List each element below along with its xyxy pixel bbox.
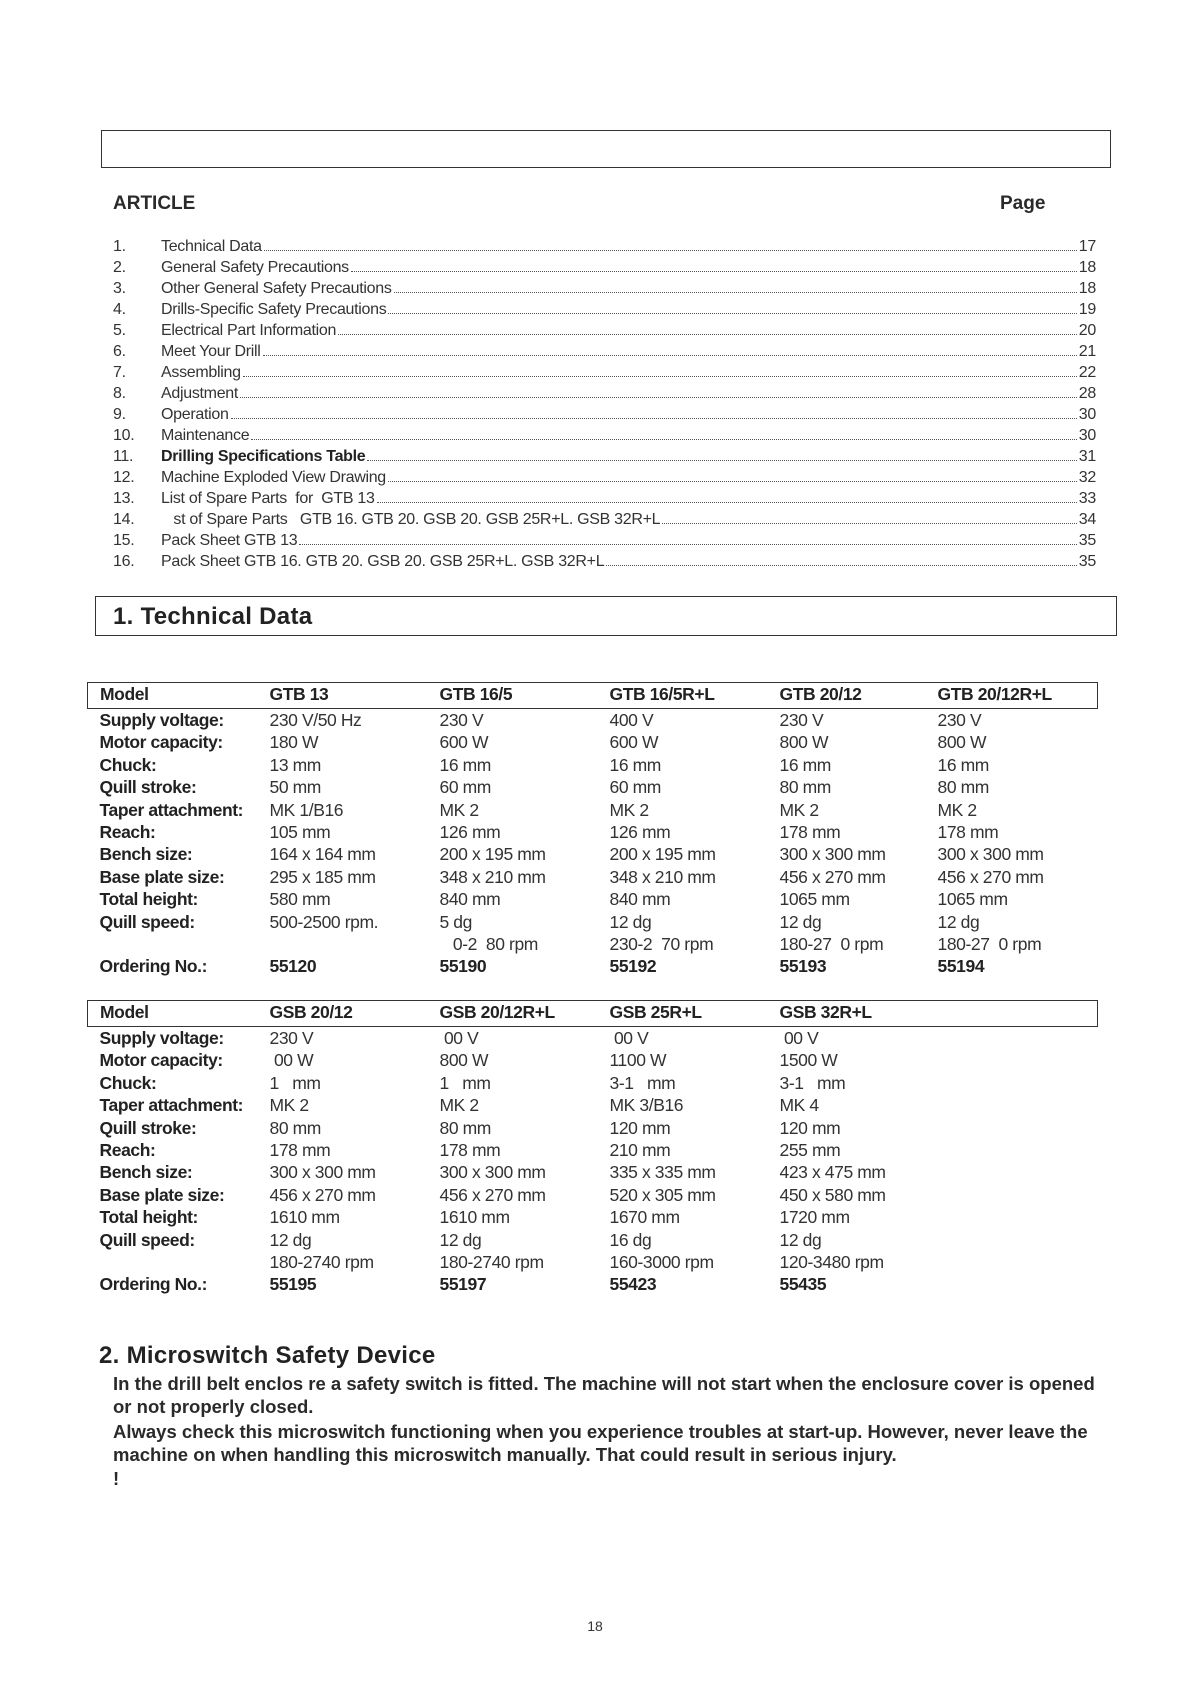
spec-value: MK 2 [779,799,819,820]
microswitch-paragraph-1: In the drill belt enclos re a safety switch is fitted. The machine will not start when the enclosure cover is opened or not properly closed. [113,1373,1095,1417]
spec-row-label: Reach: [99,821,156,842]
microswitch-paragraph-2: Always check this microswitch functioning when you experience troubles at start-up. However, never leave the machine on when handling this microswitch manually. That could result in serious injury. [113,1421,1088,1465]
spec-value: 456 x 270 mm [269,1184,376,1205]
spec-value: MK 2 [269,1095,309,1116]
spec-value: 16 mm [937,754,989,775]
spec-value: 60 mm [439,777,491,798]
spec-row-label: Ordering No.: [99,956,208,977]
toc-item-page: 33 [1078,490,1096,507]
spec-header-row [88,1001,1098,1027]
toc-item [113,343,1096,364]
spec-value [926,1117,1098,1139]
spec-row [88,1251,1098,1273]
microswitch-paragraph-3: ! [113,1468,120,1489]
spec-value: 55195 [269,1274,317,1295]
toc-item-title: Technical Data [161,238,262,255]
spec-value: 600 W [439,732,489,753]
spec-value [926,1251,1098,1273]
toc-item-title: Machine Exploded View Drawing [161,469,386,486]
spec-value: 580 mm [269,889,331,910]
spec-value: 1100 W [609,1050,667,1071]
spec-value: MK 2 [439,799,479,820]
spec-value: 55190 [439,956,487,977]
toc-item-leader [263,355,1077,356]
spec-table-2 [87,1000,1098,1296]
spec-value: 230-2 70 rpm [609,933,714,954]
toc-item-leader [264,250,1077,251]
spec-value [926,1049,1098,1071]
spec-row [88,754,1098,776]
spec-value: 348 x 210 mm [609,866,716,887]
spec-row-label: Total height: [99,1207,198,1228]
toc-item-leader [243,376,1077,377]
spec-header-row [88,683,1098,709]
toc-item-leader [377,502,1077,503]
spec-value: 160-3000 rpm [609,1251,714,1272]
spec-value: 230 V [779,710,824,730]
toc-item-leader [231,418,1077,419]
spec-value: 178 mm [937,821,999,842]
spec-value: 210 mm [609,1139,671,1160]
spec-row-label: Bench size: [99,844,193,865]
toc-item-page: 35 [1078,532,1096,549]
spec-row [88,1184,1098,1206]
spec-value [926,1229,1098,1251]
toc-page-heading: Page [1000,193,1046,214]
toc-item-page: 34 [1078,511,1096,528]
spec-value: 840 mm [439,889,501,910]
spec-value: 500-2500 rpm. [269,911,379,932]
spec-value: 120-3480 rpm [779,1251,884,1272]
spec-value: MK 2 [609,799,649,820]
spec-value: 600 W [609,732,659,753]
toc-item-leader [299,544,1076,545]
technical-data-heading-box [95,596,1117,636]
spec-value: 1 mm [269,1072,321,1093]
spec-value: 180-2740 rpm [439,1251,544,1272]
spec-model-name [926,1001,1098,1027]
spec-value [926,1072,1098,1094]
spec-row-label: Reach: [99,1139,156,1160]
toc-item-title: Drills-Specific Safety Precautions [161,301,387,318]
spec-value: 3-1 mm [779,1072,846,1093]
spec-row-label: Supply voltage: [99,710,224,730]
spec-value: 300 x 300 mm [937,844,1044,865]
spec-value: 5 dg [439,911,472,932]
spec-value: MK 1/B16 [269,799,344,820]
spec-value: 800 W [439,1050,489,1071]
spec-value: 55194 [937,956,985,977]
toc-item-title: Meet Your Drill [161,343,261,360]
spec-row [88,866,1098,888]
spec-value: 800 W [937,732,987,753]
spec-row [88,888,1098,910]
spec-value: 50 mm [269,777,321,798]
spec-value: 16 mm [439,754,491,775]
toc-item [113,280,1096,301]
spec-row [88,776,1098,798]
technical-data-heading: 1. Technical Data [113,603,313,630]
header-frame [101,130,1111,168]
spec-value: 00 W [269,1050,314,1071]
spec-value: 300 x 300 mm [269,1162,376,1183]
toc-item [113,511,1096,532]
spec-row-label: Motor capacity: [99,732,223,753]
toc-item [113,448,1096,469]
spec-value: 1670 mm [609,1207,680,1228]
toc-item-leader [338,334,1077,335]
spec-value: 55192 [609,956,657,977]
toc-item-leader [394,292,1077,293]
spec-row-label: Quill stroke: [99,1117,197,1138]
spec-value: 255 mm [779,1139,841,1160]
spec-value: 16 mm [609,754,661,775]
spec-value: 456 x 270 mm [779,866,886,887]
spec-value: 3-1 mm [609,1072,676,1093]
spec-row-label: Ordering No.: [99,1274,208,1295]
spec-value: 1500 W [779,1050,838,1071]
toc-item-title: Operation [161,406,229,423]
toc-item-leader [351,271,1077,272]
spec-value [926,1184,1098,1206]
spec-row-label: Quill speed: [99,1229,195,1250]
toc-item-title: Adjustment [161,385,239,402]
spec-value [258,933,428,955]
microswitch-heading: 2. Microswitch Safety Device [99,1342,436,1369]
spec-row-label: Chuck: [99,754,157,775]
spec-value: 80 mm [937,777,989,798]
spec-value: 456 x 270 mm [439,1184,546,1205]
toc-item [113,490,1096,511]
spec-value: 80 mm [269,1117,321,1138]
spec-value: 178 mm [269,1139,331,1160]
spec-row [88,1072,1098,1094]
spec-value: 178 mm [779,821,841,842]
spec-value: 335 x 335 mm [609,1162,716,1183]
toc-item-title: Assembling [161,364,241,381]
spec-value: 300 x 300 mm [439,1162,546,1183]
spec-ordering-row [88,1273,1098,1295]
toc-item-number: 13. [113,490,135,507]
toc-item-number: 2. [113,259,126,276]
spec-row-label: Motor capacity: [99,1050,223,1071]
toc-item-title: Pack Sheet GTB 13 [161,532,298,549]
spec-value: 1065 mm [779,889,850,910]
spec-value: 200 x 195 mm [439,844,546,865]
spec-value: 16 mm [779,754,831,775]
spec-row [88,843,1098,865]
spec-value: 180-27 0 rpm [779,933,884,954]
toc-item-leader [388,313,1076,314]
spec-value: 164 x 164 mm [269,844,376,865]
toc-item [113,385,1096,406]
toc-item-number: 10. [113,427,135,444]
spec-row-label: Taper attachment: [99,1095,244,1116]
spec-model-name: GSB 20/12 [258,1001,428,1027]
toc-item-page: 19 [1078,301,1096,318]
toc-item-page: 28 [1078,385,1096,402]
spec-value: 80 mm [779,777,831,798]
spec-header-label: Model [88,1001,258,1027]
toc-item [113,406,1096,427]
toc-item-number: 7. [113,364,126,381]
spec-row-label: Chuck: [99,1072,157,1093]
spec-value: 120 mm [609,1117,671,1138]
spec-value [926,1094,1098,1116]
toc-item-leader [388,481,1077,482]
spec-value: 12 dg [937,911,980,932]
toc-item-leader [251,439,1076,440]
spec-value [926,1161,1098,1183]
spec-row-label: Supply voltage: [99,1028,224,1048]
toc-item-title: General Safety Precautions [161,259,349,276]
spec-value: 1610 mm [439,1207,510,1228]
toc-item-leader [240,397,1077,398]
spec-row-label: Quill stroke: [99,777,197,798]
toc-item [113,238,1096,259]
spec-value: 456 x 270 mm [937,866,1044,887]
spec-value: 55423 [609,1274,657,1295]
toc-item [113,322,1096,343]
toc-item-page: 30 [1078,427,1096,444]
spec-value: 230 V [439,710,484,730]
toc-item [113,364,1096,385]
toc-item-number: 8. [113,385,126,402]
spec-row [88,1229,1098,1251]
spec-value: 55120 [269,956,317,977]
spec-model-name: GSB 25R+L [598,1001,768,1027]
toc-item-number: 5. [113,322,126,339]
spec-value: MK 4 [779,1095,819,1116]
spec-model-name: GTB 16/5 [428,683,598,709]
toc-item-leader [367,460,1076,461]
spec-value [926,1206,1098,1228]
spec-value: 12 dg [269,1229,312,1250]
spec-value: 12 dg [439,1229,482,1250]
spec-value: 520 x 305 mm [609,1184,716,1205]
spec-row [88,1117,1098,1139]
spec-value: 230 V [269,1028,314,1048]
spec-value: 60 mm [609,777,661,798]
spec-value: MK 3/B16 [609,1095,684,1116]
spec-row [88,1094,1098,1116]
toc-item-number: 4. [113,301,126,318]
toc-item-page: 22 [1078,364,1096,381]
toc-item-number: 14. [113,511,135,528]
spec-value: 126 mm [609,821,671,842]
spec-value: 16 dg [609,1229,652,1250]
toc-item-title: Maintenance [161,427,250,444]
spec-value: 1720 mm [779,1207,850,1228]
toc-item-number: 1. [113,238,126,255]
toc-article-heading: ARTICLE [113,193,196,214]
spec-row [88,933,1098,955]
spec-row [88,821,1098,843]
toc-item-number: 12. [113,469,135,486]
spec-row-label [88,1251,258,1273]
toc-item-page: 20 [1078,322,1096,339]
spec-value: 13 mm [269,754,321,775]
spec-model-name: GTB 16/5R+L [598,683,768,709]
spec-value [926,1027,1098,1050]
spec-row [88,709,1098,732]
spec-value: 180 W [269,732,319,753]
spec-model-name: GTB 20/12 [768,683,926,709]
spec-row-label [88,933,258,955]
toc-item-leader [662,523,1077,524]
spec-value: 230 V/50 Hz [269,710,362,730]
spec-row [88,1206,1098,1228]
toc-item-title: Electrical Part Information [161,322,337,339]
toc-item-page: 18 [1078,280,1096,297]
spec-value: 00 V [609,1028,649,1048]
spec-row [88,1139,1098,1161]
spec-value: 295 x 185 mm [269,866,376,887]
toc-item [113,427,1096,448]
spec-value: 800 W [779,732,829,753]
spec-value: 55193 [779,956,827,977]
spec-row [88,799,1098,821]
spec-model-name: GTB 13 [258,683,428,709]
spec-value: 12 dg [609,911,652,932]
spec-value: 180-27 0 rpm [937,933,1042,954]
toc-item-number: 3. [113,280,126,297]
spec-ordering-row [88,955,1098,977]
spec-value: 300 x 300 mm [779,844,886,865]
toc-item [113,259,1096,280]
toc-item-title: Other General Safety Precautions [161,280,392,297]
spec-value: 12 dg [779,911,822,932]
spec-value: MK 2 [439,1095,479,1116]
spec-model-name: GSB 20/12R+L [428,1001,598,1027]
spec-row-label: Taper attachment: [99,799,244,820]
spec-value: 00 V [779,1028,819,1048]
spec-row-label: Quill speed: [99,911,195,932]
toc-item-title: st of Spare Parts GTB 16. GTB 20. GSB 20. GSB 25R+L. GSB 32R+L [161,511,661,528]
spec-value: 178 mm [439,1139,501,1160]
spec-row-label: Total height: [99,889,198,910]
spec-table-1 [87,682,1098,978]
spec-row [88,1049,1098,1071]
spec-row [88,1161,1098,1183]
spec-row [88,911,1098,933]
toc-item-title: Pack Sheet GTB 16. GTB 20. GSB 20. GSB 25R+L. GSB 32R+L [161,553,605,570]
spec-value: 840 mm [609,889,671,910]
toc-item [113,553,1096,574]
spec-value: 55435 [779,1274,827,1295]
spec-value: 1065 mm [937,889,1008,910]
toc-item-page: 35 [1078,553,1096,570]
spec-value: 80 mm [439,1117,491,1138]
spec-row [88,731,1098,753]
spec-model-name: GTB 20/12R+L [926,683,1098,709]
spec-value: 423 x 475 mm [779,1162,886,1183]
spec-value: MK 2 [937,799,977,820]
spec-value: 126 mm [439,821,501,842]
spec-row-label: Base plate size: [99,866,225,887]
spec-value: 1610 mm [269,1207,340,1228]
toc-item-title: Drilling Specifications Table [161,448,366,465]
spec-value: 0-2 80 rpm [439,933,538,954]
spec-value: 120 mm [779,1117,841,1138]
spec-value [926,1139,1098,1161]
spec-value: 12 dg [779,1229,822,1250]
spec-value: 348 x 210 mm [439,866,546,887]
toc-item-title: List of Spare Parts for GTB 13 [161,490,375,507]
spec-value: 180-2740 rpm [269,1251,374,1272]
spec-row [88,1027,1098,1050]
toc-item [113,469,1096,490]
toc-item [113,301,1096,322]
toc-item [113,532,1096,553]
spec-value: 1 mm [439,1072,491,1093]
spec-header-label: Model [88,683,258,709]
spec-value [926,1273,1098,1295]
spec-value: 450 x 580 mm [779,1184,886,1205]
toc-item-number: 15. [113,532,135,549]
spec-value: 400 V [609,710,654,730]
spec-value: 230 V [937,710,982,730]
spec-value: 00 V [439,1028,479,1048]
toc-item-page: 32 [1078,469,1096,486]
toc-item-page: 31 [1078,448,1096,465]
toc-item-page: 30 [1078,406,1096,423]
toc-item-number: 6. [113,343,126,360]
spec-row-label: Base plate size: [99,1184,225,1205]
toc-item-page: 17 [1078,238,1096,255]
spec-row-label: Bench size: [99,1162,193,1183]
toc-item-number: 16. [113,553,135,570]
spec-value: 55197 [439,1274,487,1295]
spec-model-name: GSB 32R+L [768,1001,926,1027]
toc-item-leader [606,565,1077,566]
table-of-contents [113,238,1096,574]
toc-item-number: 9. [113,406,126,423]
spec-value: 105 mm [269,821,331,842]
toc-item-page: 18 [1078,259,1096,276]
toc-item-page: 21 [1078,343,1096,360]
toc-item-number: 11. [113,448,134,465]
page-number: 18 [587,1618,603,1634]
spec-value: 200 x 195 mm [609,844,716,865]
